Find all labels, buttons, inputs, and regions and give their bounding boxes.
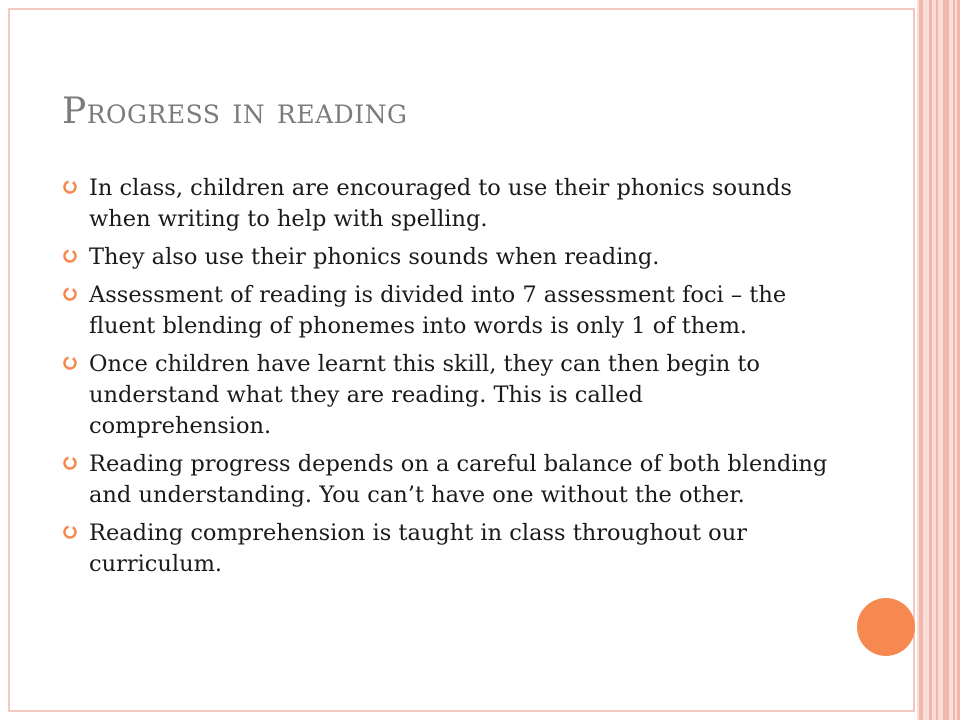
- bullet-text: In class, children are encouraged to use their phonics sounds when writing to help with spelling.: [89, 175, 792, 232]
- bullet-text: They also use their phonics sounds when reading.: [89, 244, 660, 270]
- bullet-item: [62, 349, 832, 442]
- stripe: [953, 0, 955, 720]
- open-circle-bullet-icon: [62, 524, 78, 540]
- open-circle-bullet-icon: [62, 455, 78, 471]
- stripe: [919, 0, 923, 720]
- decorative-orange-circle: [857, 598, 915, 656]
- slide-title: Progress in reading: [62, 91, 408, 132]
- bullet-item: [62, 518, 832, 580]
- open-circle-bullet-icon: [62, 286, 78, 302]
- stripe: [936, 0, 938, 720]
- bullet-text: Reading comprehension is taught in class throughout our curriculum.: [89, 520, 747, 577]
- bullet-item: [62, 280, 832, 342]
- bullet-text: Reading progress depends on a careful balance of both blending and understanding. You can’t have one without the other.: [89, 451, 828, 508]
- stripe: [929, 0, 932, 720]
- decorative-stripes: [917, 0, 960, 720]
- bullet-text: Assessment of reading is divided into 7 assessment foci – the fluent blending of phonemes into words is only 1 of them.: [89, 282, 787, 339]
- open-circle-bullet-icon: [62, 248, 78, 264]
- bullet-text: Once children have learnt this skill, they can then begin to understand what they are reading. This is called comprehension.: [89, 351, 760, 439]
- stripe: [943, 0, 949, 720]
- open-circle-bullet-icon: [62, 355, 78, 371]
- bullet-item: [62, 242, 832, 273]
- bullet-item: [62, 449, 832, 511]
- open-circle-bullet-icon: [62, 179, 78, 195]
- bullet-item: [62, 173, 832, 235]
- bullet-list: [62, 173, 832, 587]
